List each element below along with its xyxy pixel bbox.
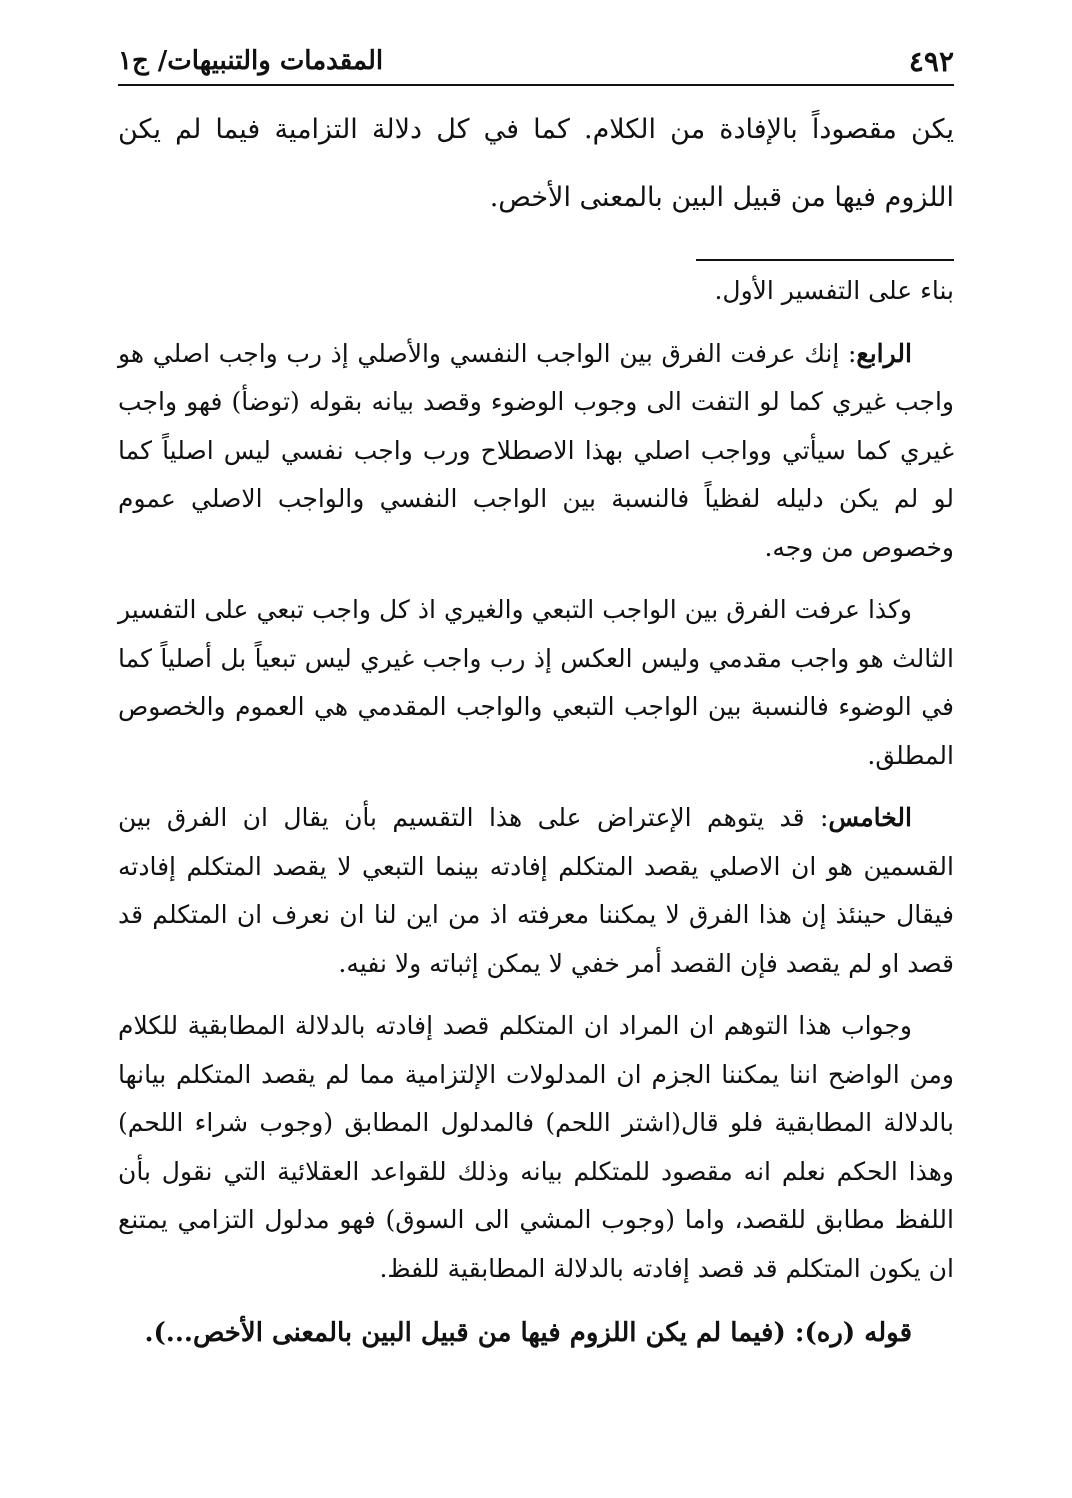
commentary-intro: بناء على التفسير الأول. bbox=[714, 276, 954, 305]
page-header bbox=[118, 38, 954, 86]
page-number: ٤٩٢ bbox=[908, 44, 954, 78]
running-title: المقدمات والتنبيهات/ ج١ bbox=[118, 46, 384, 76]
footnote-separator bbox=[696, 259, 954, 261]
commentary-fourth-point bbox=[118, 330, 954, 573]
book-page bbox=[118, 38, 954, 1458]
point-body-fifth: : قد يتوهم الإعتراض على هذا التقسيم بأن يقال ان الفرق بين القسمين هو ان الاصلي يقصد المتكلم إفادته بينما التبعي لا يقصد المتكلم إفادته فيقال حينئذ إن هذا الفرق لا يمكننا معرفته اذ من اين لنا ان نعرف ان المتكلم قد قصد او لم يقصد فإن القصد أمر خفي لا يمكن إثباته ولا نفيه. bbox=[118, 803, 954, 978]
commentary-answer-paragraph: وجواب هذا التوهم ان المراد ان المتكلم قصد إفادته بالدلالة المطابقية للكلام ومن الواضح اننا يمكننا الجزم ان المدلولات الإلتزامية مما لم يقصد المتكلم بيانها بالدلالة المطابقية فلو قال(اشتر اللحم) فالمدلول المطابق (وجوب شراء اللحم) وهذا الحكم نعلم انه مقصود للمتكلم بيانه وذلك للقواعد العقلائية التي نقول بأن اللفظ مطابق للقصد، واما (وجوب المشي الى السوق) فهو مدلول التزامي يمتنع ان يكون المتكلم قد قصد إفادته بالدلالة المطابقية للفظ. bbox=[118, 1011, 954, 1283]
quoted-passage: قوله (ره): (فيما لم يكن اللزوم فيها من قبيل البين بالمعنى الأخص...). bbox=[144, 1318, 912, 1348]
commentary-fifth-point bbox=[118, 794, 954, 988]
main-text-paragraph: يكن مقصوداً بالإفادة من الكلام. كما في كل دلالة التزامية فيما لم يكن اللزوم فيها من قبيل البين بالمعنى الأخص. bbox=[118, 114, 954, 213]
point-heading-fourth: الرابع bbox=[856, 338, 912, 368]
commentary-section bbox=[118, 267, 954, 1359]
commentary-paragraph-followup: وكذا عرفت الفرق بين الواجب التبعي والغيري اذ كل واجب تبعي على التفسير الثالث هو واجب مقدمي وليس العكس إذ رب واجب غيري ليس تبعياً بل أصلياً كما في الوضوء فالنسبة بين الواجب التبعي والواجب المقدمي هي العموم والخصوص المطلق. bbox=[118, 595, 954, 770]
point-heading-fifth: الخامس bbox=[828, 803, 912, 832]
point-body-fourth: : إنك عرفت الفرق بين الواجب النفسي والأصلي إذ رب واجب اصلي هو واجب غيري كما لو التفت الى وجوب الوضوء وقصد بيانه بقوله (توضأ) فهو واجب غيري كما سيأتي وواجب اصلي بهذا الاصطلاح ورب واجب نفسي ليس اصلياً كما لو لم يكن دليله لفظياً فالنسبة بين الواجب النفسي والواجب الاصلي عموم وخصوص من وجه. bbox=[118, 338, 954, 562]
